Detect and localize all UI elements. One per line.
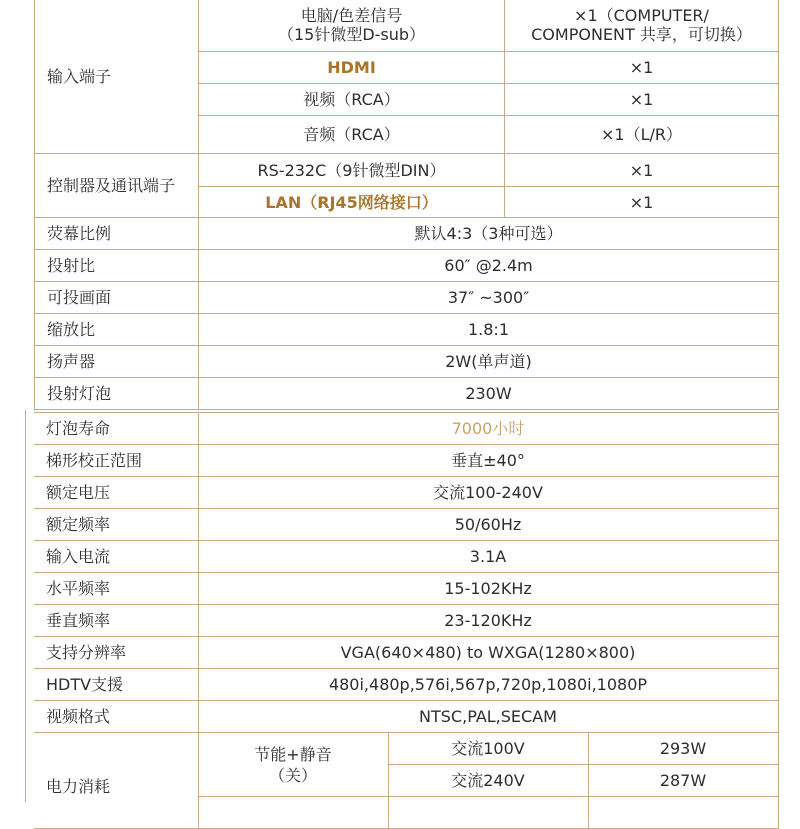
spec-value: 3.1A — [198, 541, 778, 573]
table-row — [34, 509, 778, 541]
input-port-value: ×1（COMPUTER/ COMPONENT 共享，可切换） — [505, 0, 779, 52]
spec-value: 7000小时 — [198, 413, 778, 445]
spec-label: 可投画面 — [35, 282, 199, 314]
table-row — [35, 0, 779, 52]
spec-value: 2W(单声道) — [199, 346, 779, 378]
spec-value: 37″ ~300″ — [199, 282, 779, 314]
input-port-name: 视频（RCA） — [199, 84, 505, 116]
power-mode: 节能+静音 （关） — [198, 733, 388, 797]
input-port-value: ×1 — [505, 84, 779, 116]
spec-value: 480i,480p,576i,567p,720p,1080i,1080P — [198, 669, 778, 701]
table-row — [34, 573, 778, 605]
table-row — [34, 541, 778, 573]
table-row — [35, 346, 779, 378]
spec-value: 60″ @2.4m — [199, 250, 779, 282]
control-port-name: LAN（RJ45网络接口） — [199, 187, 505, 218]
input-port-name: 音频（RCA） — [199, 116, 505, 154]
spec-value: 1.8:1 — [199, 314, 779, 346]
input-ports-label: 输入端子 — [35, 0, 199, 154]
table-row — [34, 637, 778, 669]
spec-label: 荧幕比例 — [35, 218, 199, 250]
spec-value: 15-102KHz — [198, 573, 778, 605]
spec-label: 额定电压 — [34, 477, 198, 509]
control-port-value: ×1 — [505, 154, 779, 187]
spec-label: HDTV支援 — [34, 669, 198, 701]
spec-table-lower — [34, 412, 779, 829]
spec-value: 交流100-240V — [198, 477, 778, 509]
control-port-name: RS-232C（9针微型DIN） — [199, 154, 505, 187]
power-voltage: 交流100V — [388, 733, 588, 765]
spec-label: 垂直频率 — [34, 605, 198, 637]
table-row — [35, 314, 779, 346]
spec-value: 230W — [199, 378, 779, 410]
table-row — [35, 378, 779, 410]
power-cell — [198, 797, 388, 829]
spec-value: 23-120KHz — [198, 605, 778, 637]
spec-label: 视频格式 — [34, 701, 198, 733]
input-port-value: ×1（L/R） — [505, 116, 779, 154]
table-row — [35, 282, 779, 314]
control-ports-label: 控制器及通讯端子 — [35, 154, 199, 218]
spec-label: 投射比 — [35, 250, 199, 282]
table-row — [34, 701, 778, 733]
table-row — [34, 413, 778, 445]
input-port-name: HDMI — [199, 52, 505, 84]
power-cell — [388, 797, 588, 829]
power-watts: 287W — [588, 765, 778, 797]
spec-label: 扬声器 — [35, 346, 199, 378]
table-row — [34, 733, 778, 765]
table-divider — [25, 410, 26, 802]
spec-value: 50/60Hz — [198, 509, 778, 541]
spec-table-upper — [34, 0, 779, 410]
spec-label: 投射灯泡 — [35, 378, 199, 410]
power-label: 电力消耗 — [34, 733, 198, 829]
table-row — [35, 250, 779, 282]
spec-value: 默认4:3（3种可选） — [199, 218, 779, 250]
input-port-value: ×1 — [505, 52, 779, 84]
table-row — [34, 605, 778, 637]
control-port-value: ×1 — [505, 187, 779, 218]
spec-label: 支持分辨率 — [34, 637, 198, 669]
spec-label: 水平频率 — [34, 573, 198, 605]
spec-label: 灯泡寿命 — [34, 413, 198, 445]
spec-value: 垂直±40° — [198, 445, 778, 477]
table-row — [34, 445, 778, 477]
spec-value: NTSC,PAL,SECAM — [198, 701, 778, 733]
table-row — [34, 669, 778, 701]
spec-label: 额定频率 — [34, 509, 198, 541]
table-row — [35, 154, 779, 187]
table-row — [34, 477, 778, 509]
spec-label: 输入电流 — [34, 541, 198, 573]
power-watts: 293W — [588, 733, 778, 765]
spec-label: 缩放比 — [35, 314, 199, 346]
spec-value: VGA(640×480) to WXGA(1280×800) — [198, 637, 778, 669]
table-row — [35, 218, 779, 250]
power-voltage: 交流240V — [388, 765, 588, 797]
spec-label: 梯形校正范围 — [34, 445, 198, 477]
input-port-name: 电脑/色差信号 （15针微型D-sub） — [199, 0, 505, 52]
power-cell — [588, 797, 778, 829]
